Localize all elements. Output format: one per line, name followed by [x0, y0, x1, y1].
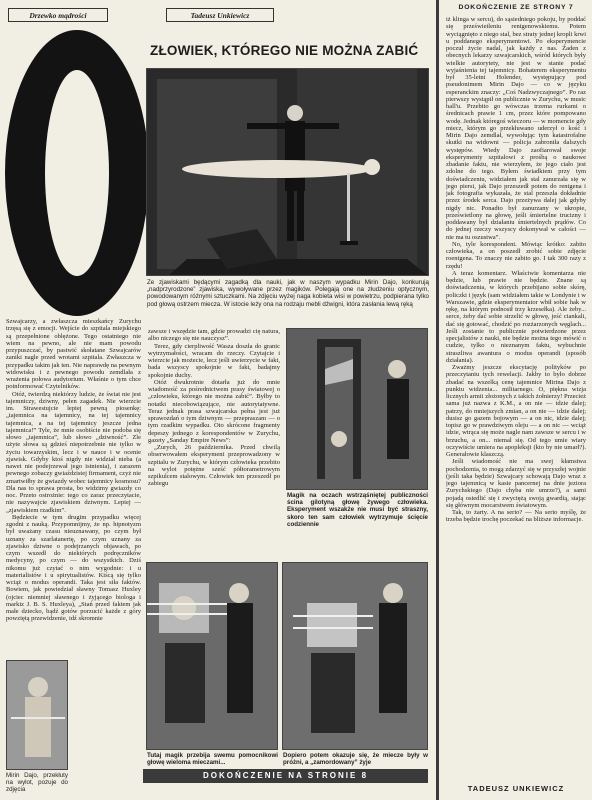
- right-text-column: [446, 16, 586, 782]
- continued-on-page-8: DOKOŃCZENIE NA STRONIE 8: [143, 769, 428, 783]
- middle-paragraph: Otóż dwukrotnie dotarła już do mnie wiadomość za pośrednictwem prasy światowej o „człowieku, którego nie można zabić”. Byłby to notatki niecobowiązujące, nie autorytatywne. Teraz jednak prasa szwajcarska pełna jest już sprawozdań o tym dziwnym — przepraszam — o tym rzadkim wypadku. Oto skrócone fragmenty depeszy jednego z korespondentów w Zurychu, gazety „Sanday Empire News”:: [148, 378, 280, 444]
- caption-swords-empty: Dopiero potem okazuje się, że miecze były w próżni, a „zamordowany” żyje: [283, 752, 428, 767]
- right-paragraph: Zważmy jeszcze ekscytację polityków po przeczytaniu tych rewelacji. Jakby to było dobrze zbadać na wszelką cenę tajemnice Mirina Dajo z punktu widzenia... militarnego. O, piękna wizja licznych armii złożonych z takich żołnierzy! Przecież sama już nazwa z K.M., a on nie — idzie dalej; patrzy, do mniejszych zmian, a on nie — idzie dalej; dusisz go gazem bojowym — a on nic, idzie dalej; topisz go w prawdziwym oleju — a on nic — wciąż idzie, wtrąca się może nagle nam zawsze w sercu i w brzuchu, a on... niemal się. Od tego umie wiary oczywiście umiera na apopleksji (kto by nie umarł?). Generałowie klaszczą.: [446, 364, 586, 458]
- caption-top-photo: Ze zjawiskami będącymi zagadką dla nauki, jak w naszym wypadku Mirin Dajo, konkurują „nadprzyrodzone” zjawiska, wywoływane przez magików. Polegają one na złudzeniu optycznym, powodowanym różnymi sztuczkami. Na zdjęciu wyżej naga kobieta wisi w powietrzu, podpierana tylko pod głową ostrzem miecza. W istocie leży ona na rodzaju mebli dźwigni, która zasłania lewą ręką: [147, 279, 429, 308]
- caption-mirin-dajo: Mirin Dajo, przekłuty na wylot, pozuje do zdjęcia: [6, 772, 68, 794]
- caption-guillotine: Magik na oczach wstrząśniętej publiczności ścina gilotyną głowę żywego człowieka. Eksperyment wszakże nie musi być straszny, skoro ten sam człowiek wytrzymuje ścięcie codziennie: [287, 492, 428, 528]
- page-divider: [436, 0, 439, 800]
- guillotine-illustration: [287, 329, 428, 490]
- right-paragraph: Jeśli wiadomość nie ma swej kłamstwa pochodzenia, to mogą zdarzyć się w przyszłej wojnie (jeśli taka będzie) Szwajcary schowają Dajo wraz z jego tajemnicą w kasie pancernej na dnie jeziora Zurychskiego (Dajo chyba nie umrze?), a sami pojadą osiedlić się i zwyciężą swoją gwardią, stając się głównym mocarstwem światowym.: [446, 458, 586, 509]
- middle-paragraph: „Zurych, 26 października. Przed chwilą obserwowałem eksperyment przeprowadzony w szpitalu w Zurychu, w którym człowieka przebito na wylot potężne sześć półtorametrowym szpikulcem stalowym. Człowiek ten przeszedł po zabiegu: [148, 444, 280, 488]
- photo-swords-head: [146, 562, 278, 750]
- right-paragraph: A teraz komentarz. Właściwie komentarza nie będzie, lub prawie nie będzie. Znane są doświadczenia, w których przebijano sobie skórę, policzki i język (sam widziałem takie w Londynie i w Warszawie, gdzie eksperymentator wbił sobie hak w rękę, na którym podnosił trzy krzesełka). Ale żeby... serce, żeby dać sobie strzelić w głowę, jeść ciankali, dać się gotować, chodzić po rozżarzonych węglach... Jeśli zostanie to publicznie potwierdzone przez specjalistów z nauki, nie będzie można tego mówić o cudzie, tylko o nieznanym faktu, wybuchnie straszliwa awantura o modus operandi (sposób działania).: [446, 269, 586, 364]
- headline: ZŁOWIEK, KTÓREGO NIE MOŻNA ZABIĆ: [150, 43, 419, 58]
- continued-from-page-7: DOKOŃCZENIE ZE STRONY 7: [458, 4, 574, 11]
- middle-paragraph: Terez, gdy cierpliwość Wasza doszła do granic wytrzymałości, wracam do rzeczy. Czytajcie i wierzcie jak możecie, lecz jeśli uwierzycie w fakt, bada wszyscy spokojnie w fakt, badajmy spokojnie duchy.: [148, 342, 280, 379]
- photo-guillotine: [286, 328, 428, 490]
- signature: TADEUSZ UNKIEWICZ: [467, 784, 565, 793]
- levitation-illustration: [147, 69, 429, 276]
- swords-head-illustration: [147, 563, 278, 750]
- top-photo-levitation: [146, 68, 429, 276]
- middle-paragraph: zawsze i wszędzie tam, gdzie prowadzi cię natura, albo niczego się nie nauczysz”.: [148, 328, 280, 343]
- photo-mirin-dajo: [6, 660, 68, 770]
- right-paragraph: No, tyle korespondent. Mówiąc krótko: zabito człowieka, a on poszedł zrobić sobie zdjęcie roentgena. To znaczy nie zabito go. I tak 300 razy z rzędu!: [446, 240, 586, 270]
- right-paragraph: iż klinga w sercu), do sąsiedniego pokoju, by poddać się prześwietleniu rentgenowskiemu. Potem wyciągnięto z niego stal, bez straty jednej kropli krwi u poddanego eksperymentowi. Po eksperymencie poczuł życie nadal, jak każdy z nas. Żaden z obecnych lekarzy szwajcarskich, wśród których były wielkie autorytety, nie jest w stanie podać wyjaśnienia tej tajemnicy. Bohaterem eksperymentu był 35-letni Holender, występujący pod pseudonimem Mirin Dajo — co w języku esperanckim znaczy: „Coś Nadzwyczajnego”. Po raz pierwszy wystąpił on publicznie w Zurychu, w music hall'u. Przebito go wówczas trzema rurkami o średnicach prawie 1 cm, przez które pompowano wodę. Jednak któregoś wieczoru — w momencie gdy miecz, którym go przekłuwano uderzył o kość i Mirin Dajo zemdlał, wywołując tym katastrofalne skutki na widowni — policja zabroniła dalszych występów. Wiedy Dajo zaofiarował swoje eksperymenty szpitalowi z prośbą o naukowe zbadanie faktu, nie wierzyłem, że jego ciało jest zdolne do tego. Byłem świadkiem przy tym doświadczeniu, widziałem jak stal zanurzała się w jego piersi, jak Dajo przeszedł potem do rentgena i jak fotografia wykazała, że stal przeszła dokładnie przez środek serca. Dajo przeżywa dalej jak gdyby nigdy nic. Ponadto był zanurzany w ukropie, prześwietlony na głowę, jeśli śmiertelne trucizny i poddawany był działaniu śmiertelnych prądów. Co do jednej rzeczy wszyscy dokonywał w całości — nie ma tu oszustwa”.: [446, 16, 586, 241]
- author-tag: Tadeusz Unkiewicz: [166, 8, 274, 22]
- left-text-column: [6, 318, 141, 658]
- left-paragraph: Szwajcarzy, a zwłaszcza mieszkańcy Zurychu trzęsą się z emocji. Wejście do szpitala miejskiego są przepełnione oblężone. Tego ostatniego nie wiem na pewno, ale nie mam powodu przypuszczać, by pastwić skołatane Szwajcarów zaniki nagle przed wrotami szpitala. Zwłaszcza w przypadku takim jak ten. Nie naprawdę na pewnym widowisku i z pewnego powodu zemdlała z wrażenia połowa audytorium. Właśnie o tym chce poinformować Czytelników.: [6, 318, 141, 391]
- section-tag: Drzewko mądrości: [8, 8, 108, 22]
- swords-empty-illustration: [283, 563, 428, 750]
- middle-text-column: [148, 328, 280, 560]
- mirin-dajo-illustration: [7, 661, 68, 770]
- right-paragraph: Tak, to żarty. A na serio? — Na serio myślę, że trzeba będzie trochę poczekać na bliższe informacje.: [446, 509, 586, 524]
- caption-swords-head: Tutaj magik przebija swemu pomocnikowi głowę wieloma mieczami...: [147, 752, 278, 767]
- left-narrow-continuation: [72, 660, 141, 796]
- left-paragraph: Będziecie w tym drugim przypadku więcej zgodni z nauką. Przypomnijmy, że np. hipnotyzm był uważany czasu nieuznawany, po czym był uznany za szarlatanerię, po czym uznany za zjawisko dziwne o podejrzanych objawach, po czym wszedł do niektórych podręczników medycyny, po czym — do wszystkich. Dziś nikomu już czytać o nim wygodnie: i u materialistów i u spirytualistów. Kiścą się tylko wciąż o modus operandi. Taka jest siła faktów. Bowiem, jak powiedział sławny Tomasz Huxley (ojciec niemniej sławnego i żyjącego biologa i markiz J. B. S. Huxleya), „Stań przed faktem jak małe dziecko, bądź gotów porzucić każde z góry powziętą przewidzenie, idź skromnie: [6, 513, 141, 623]
- photo-swords-empty: [282, 562, 428, 750]
- big-initial-o: [5, 30, 149, 316]
- left-paragraph: Otóż, twierdzą niektórzy ludzie, że świat nie jest tajemniczy, dziwny, pełen zagadek. Nie wierzcie im. Strawestujcie lepiej pewną piosenkę: „tajemnica na tajemnicy, na tej tajemnicy tajemnica, a na tej tajemnicy jeszcze jedna tajemnica!” Tyle, że mnie osobiście nie podoba się słowo „tajemnica”, lub słowo „dziwność”. Zle użyte słowa są gdzieś niepotrzebnie nie tylko w życiu towarzyskim, lecz i w nauce i w ocenie zjawisk. Gdyby ktoś nigdy nie widział nieba (a nawet nie podejrzewał jego istnienia), i zarazem pewnego zobaczy gwiaździstej firmament, czyż nie zmartwiłby że gwiazdy wobec tajemnicy kosmosu? Dla nas to sprawa prosta, bo widzimy gwiazdy co noc. Przeto ostrożnie: tego co zaraz przeczytacie, nie nazywajcie zjawiskiem dziwnym. Lepiej — „zjawiskiem rzadkim”.: [6, 390, 141, 514]
